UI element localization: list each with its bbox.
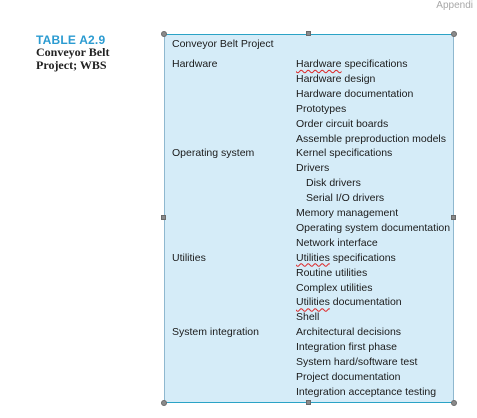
row-item: Kernel specifications	[296, 147, 393, 160]
resize-handle-middle-left[interactable]	[161, 215, 166, 220]
row-item: Network interface	[296, 236, 378, 249]
row-item: System hard/software test	[296, 356, 418, 368]
row-item: Routine utilities	[296, 266, 368, 279]
table-row	[172, 102, 346, 117]
table-row	[172, 117, 388, 132]
row-item: Project documentation	[296, 370, 401, 383]
resize-handle-top-right[interactable]	[451, 31, 457, 37]
row-category: Operating system	[172, 147, 255, 160]
row-item: Utilities specifications	[296, 251, 396, 264]
spellcheck-marked-word: Utilities	[296, 296, 330, 309]
row-item: Integration first phase	[296, 341, 397, 354]
row-item: Assemble preproduction models	[296, 132, 446, 145]
table-row	[172, 236, 378, 251]
table-row	[172, 325, 401, 340]
resize-handle-bottom-center[interactable]	[306, 400, 311, 405]
resize-handle-bottom-left[interactable]	[161, 400, 167, 406]
table-row	[172, 385, 436, 400]
table-row	[172, 161, 329, 176]
resize-handle-bottom-right[interactable]	[451, 400, 457, 406]
row-item: Utilities documentation	[296, 296, 402, 309]
table-row	[172, 221, 450, 236]
row-item: Drivers	[296, 162, 330, 175]
row-item: Integration acceptance testing	[296, 385, 437, 398]
row-item: Complex utilities	[296, 281, 373, 294]
table-caption-title: Conveyor Belt Project; WBS	[36, 45, 110, 72]
row-item: Operating system documentation	[296, 221, 451, 234]
table-row	[172, 132, 446, 147]
row-item: Shell	[296, 311, 320, 324]
row-category: Utilities	[172, 251, 206, 264]
row-category: Hardware	[172, 58, 218, 70]
row-item: Serial I/O drivers	[306, 192, 385, 205]
row-item: Disk drivers	[306, 177, 361, 190]
row-item: Hardware documentation	[296, 87, 414, 100]
resize-handle-top-left[interactable]	[161, 31, 167, 37]
table-row	[172, 146, 392, 161]
row-item: Memory management	[296, 207, 399, 219]
table-row	[172, 176, 361, 191]
row-item: Architectural decisions	[296, 326, 402, 339]
row-category: System integration	[172, 326, 259, 339]
resize-handle-top-center[interactable]	[306, 31, 311, 36]
row-item: Prototypes	[296, 102, 347, 115]
row-item: Hardware design	[296, 72, 376, 85]
spellcheck-marked-word: Utilities	[296, 251, 330, 264]
table-project-title: Conveyor Belt Project	[172, 38, 274, 50]
table-row	[172, 355, 417, 370]
table-row	[172, 87, 413, 102]
page-header-text: Appendi	[436, 0, 473, 11]
row-item: Order circuit boards	[296, 117, 389, 130]
spellcheck-marked-word: Hardware	[296, 58, 342, 70]
table-row	[172, 72, 375, 87]
table-row	[172, 370, 400, 385]
table-row	[172, 206, 398, 221]
table-row	[172, 310, 319, 325]
table-row	[172, 340, 397, 355]
table-row	[172, 57, 407, 72]
table-row	[172, 251, 396, 266]
table-caption-label: TABLE A2.9	[36, 33, 106, 47]
table-row	[172, 266, 367, 281]
resize-handle-middle-right[interactable]	[451, 215, 456, 220]
table-row	[172, 295, 402, 310]
row-item: Hardware specifications	[296, 58, 408, 70]
table-row	[172, 191, 384, 206]
table-row	[172, 281, 372, 296]
